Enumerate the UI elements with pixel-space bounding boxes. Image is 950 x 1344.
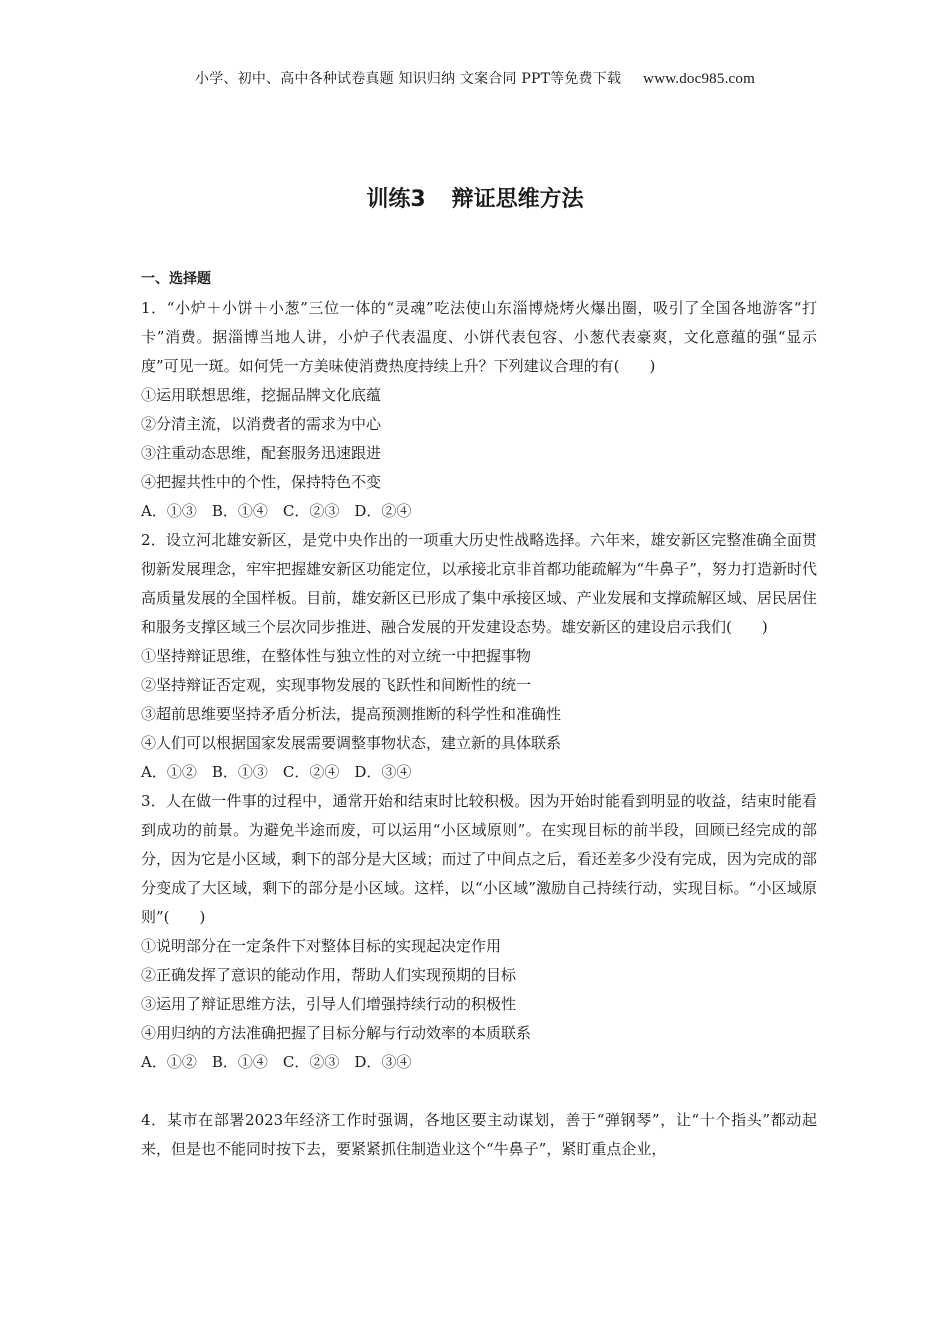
question-2 [141,526,817,787]
header-site-link[interactable]: www.doc985.com [643,71,755,87]
question-stem: 2．设立河北雄安新区，是党中央作出的一项重大历史性战略选择。六年来，雄安新区完整准确全面贯彻新发展理念，牢牢把握雄安新区功能定位，以承接北京非首都功能疏解为“牛鼻子”，努力打造新时代高质量发展的全国样板。目前，雄安新区已形成了集中承接区域、产业发展和支撑疏解区域、居民居住和服务支撑区域三个层次同步推进、融合发展的开发建设态势。雄安新区的建设启示我们( ) [141,531,817,636]
question-stem: 3．人在做一件事的过程中，通常开始和结束时比较积极。因为开始时能看到明显的收益，结束时能看到成功的前景。为避免半途而废，可以运用“小区域原则”。在实现目标的前半段，回顾已经完成的部分，因为它是小区域，剩下的部分是大区域；而过了中间点之后，看还差多少没有完成，因为完成的部分变成了大区域，剩下的部分是小区域。这样，以“小区域”激励自己持续行动，实现目标。“小区域原则”( ) [141,792,817,926]
answer-choices: A．①② B．①③ C．②④ D．③④ [141,763,412,781]
question-3 [141,787,817,1077]
option-item: ④人们可以根据国家发展需要调整事物状态，建立新的具体联系 [141,734,562,752]
question-stem: 1．“小炉＋小饼＋小葱”三位一体的“灵魂”吃法使山东淄博烧烤火爆出圈，吸引了全国各地游客“打卡”消费。据淄博当地人讲，小炉子代表温度、小饼代表包容、小葱代表豪爽，文化意蕴的强“显示度”可见一斑。如何凭一方美味使消费热度持续上升？下列建议合理的有( ) [141,299,817,375]
section-heading: 一、选择题 [141,271,211,287]
page-title [0,182,950,213]
answer-choices: A．①② B．①④ C．②③ D．③④ [141,1053,412,1071]
option-item: ①说明部分在一定条件下对整体目标的实现起决定作用 [141,937,502,955]
option-item: ②坚持辩证否定观，实现事物发展的飞跃性和间断性的统一 [141,676,532,694]
spacer [141,1077,817,1106]
option-item: ①坚持辩证思维，在整体性与独立性的对立统一中把握事物 [141,647,532,665]
answer-choices: A．①③ B．①④ C．②③ D．②④ [141,502,412,520]
option-item: ③运用了辩证思维方法，引导人们增强持续行动的积极性 [141,995,517,1013]
option-item: ④把握共性中的个性，保持特色不变 [141,473,382,491]
title-part1: 训练3 [366,187,426,212]
question-stem: 4．某市在部署2023年经济工作时强调，各地区要主动谋划，善于“弹钢琴”，让“十个指头”都动起来，但是也不能同时按下去，要紧紧抓住制造业这个“牛鼻子”，紧盯重点企业， [141,1111,817,1158]
question-4 [141,1106,817,1164]
option-item: ④用归纳的方法准确把握了目标分解与行动效率的本质联系 [141,1024,532,1042]
option-item: ②正确发挥了意识的能动作用，帮助人们实现预期的目标 [141,966,517,984]
document-body [141,265,817,1164]
title-part2: 辩证思维方法 [451,187,584,212]
option-item: ①运用联想思维，挖掘品牌文化底蕴 [141,386,382,404]
option-item: ③超前思维要坚持矛盾分析法，提高预测推断的科学性和准确性 [141,705,562,723]
question-1 [141,294,817,526]
option-item: ③注重动态思维，配套服务迅速跟进 [141,444,382,462]
page-header [0,68,950,88]
option-item: ②分清主流，以消费者的需求为中心 [141,415,382,433]
header-text: 小学、初中、高中各种试卷真题 知识归纳 文案合同 PPT等免费下载 [195,71,622,87]
